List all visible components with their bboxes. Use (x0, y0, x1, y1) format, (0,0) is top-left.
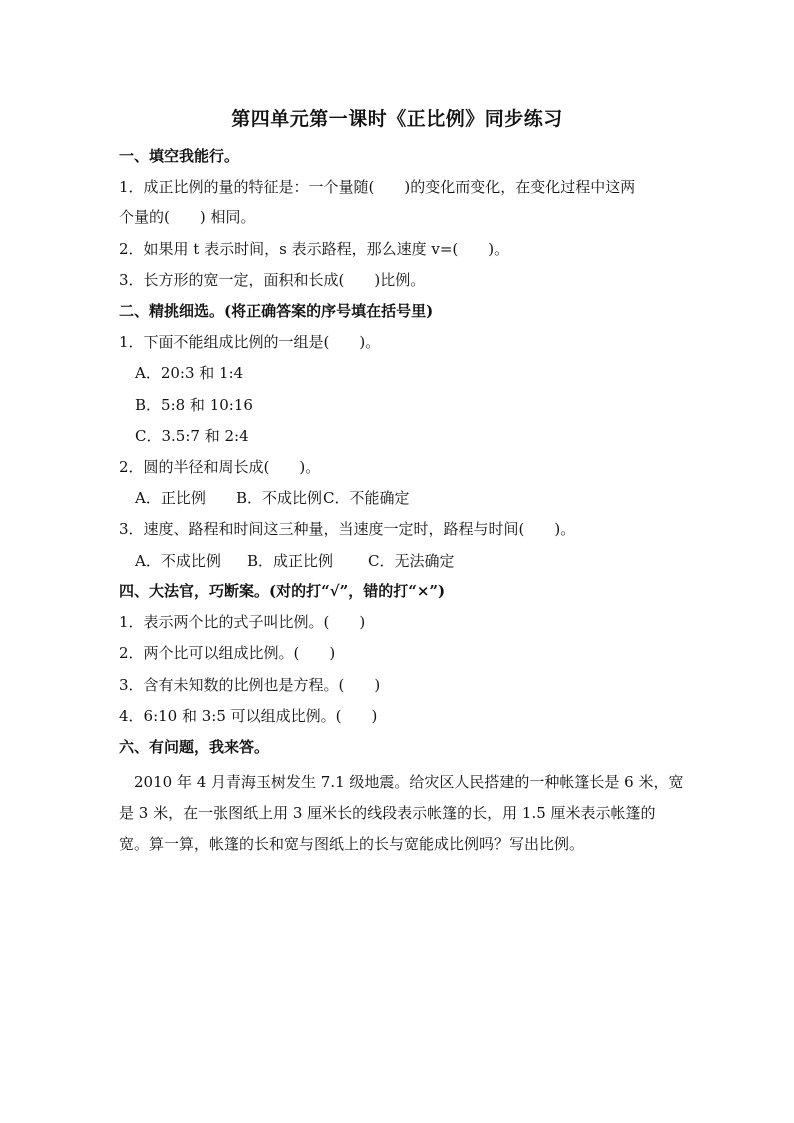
question-2-2: 2．圆的半径和周长成( )。 (119, 458, 321, 476)
question-2-1-option-a: A．20:3 和 1:4 (135, 364, 244, 382)
question-2-2-option-a: A．正比例 (135, 489, 206, 507)
question-2-3-option-a: A．不成比例 (135, 552, 221, 570)
question-1-3: 3．长方形的宽一定，面积和长成( )比例。 (119, 271, 426, 289)
question-1-1-line-1: 1．成正比例的量的特征是：一个量随( )的变化而变化，在变化过程中这两 (119, 178, 636, 196)
question-2-3-option-b: B．成正比例 (247, 552, 334, 570)
question-2-2-options (135, 488, 409, 508)
section-heading-word-problem: 六、有问题，我来答。 (119, 738, 270, 756)
question-1-2: 2．如果用 t 表示时间，s 表示路程，那么速度 v=( )。 (119, 240, 510, 258)
question-2-3-option-c: C．无法确定 (368, 552, 455, 570)
question-4-4: 4．6:10 和 3:5 可以组成比例。( ) (119, 707, 378, 725)
question-2-2-option-b: B．不成比例 (236, 489, 323, 507)
question-4-2: 2．两个比可以组成比例。( ) (119, 644, 336, 662)
question-4-1: 1．表示两个比的式子叫比例。( ) (119, 613, 366, 631)
question-2-1-option-c: C．3.5:7 和 2:4 (135, 427, 249, 445)
question-2-3: 3．速度、路程和时间这三种量，当速度一定时，路程与时间( )。 (119, 520, 576, 538)
question-2-1-option-b: B．5:8 和 10:16 (135, 396, 253, 414)
question-4-3: 3．含有未知数的比例也是方程。( ) (119, 676, 381, 694)
question-2-3-options (135, 551, 454, 571)
question-2-2-option-c: C．不能确定 (323, 489, 410, 507)
question-1-1-line-2: 个量的( ) 相同。 (119, 208, 256, 226)
page-title: 第四单元第一课时《正比例》同步练习 (231, 108, 563, 130)
word-problem-paragraph: 2010 年 4 月青海玉树发生 7.1 级地震。给灾区人民搭建的一种帐篷长是 6 米，宽是 3 米，在一张图纸上用 3 厘米长的线段表示帐篷的长，用 1.5 厘米表示帐篷的宽。算一算，帐篷的长和宽与图纸上的长与宽能成比例吗？写出比例。 (119, 773, 684, 853)
question-2-1: 1．下面不能组成比例的一组是( )。 (119, 333, 381, 351)
section-heading-fill-blank: 一、填空我能行。 (119, 147, 240, 165)
section-heading-multiple-choice: 二、精挑细选。(将正确答案的序号填在括号里) (119, 302, 434, 320)
section-heading-true-false: 四、大法官，巧断案。(对的打“√”，错的打“×”) (119, 582, 446, 600)
